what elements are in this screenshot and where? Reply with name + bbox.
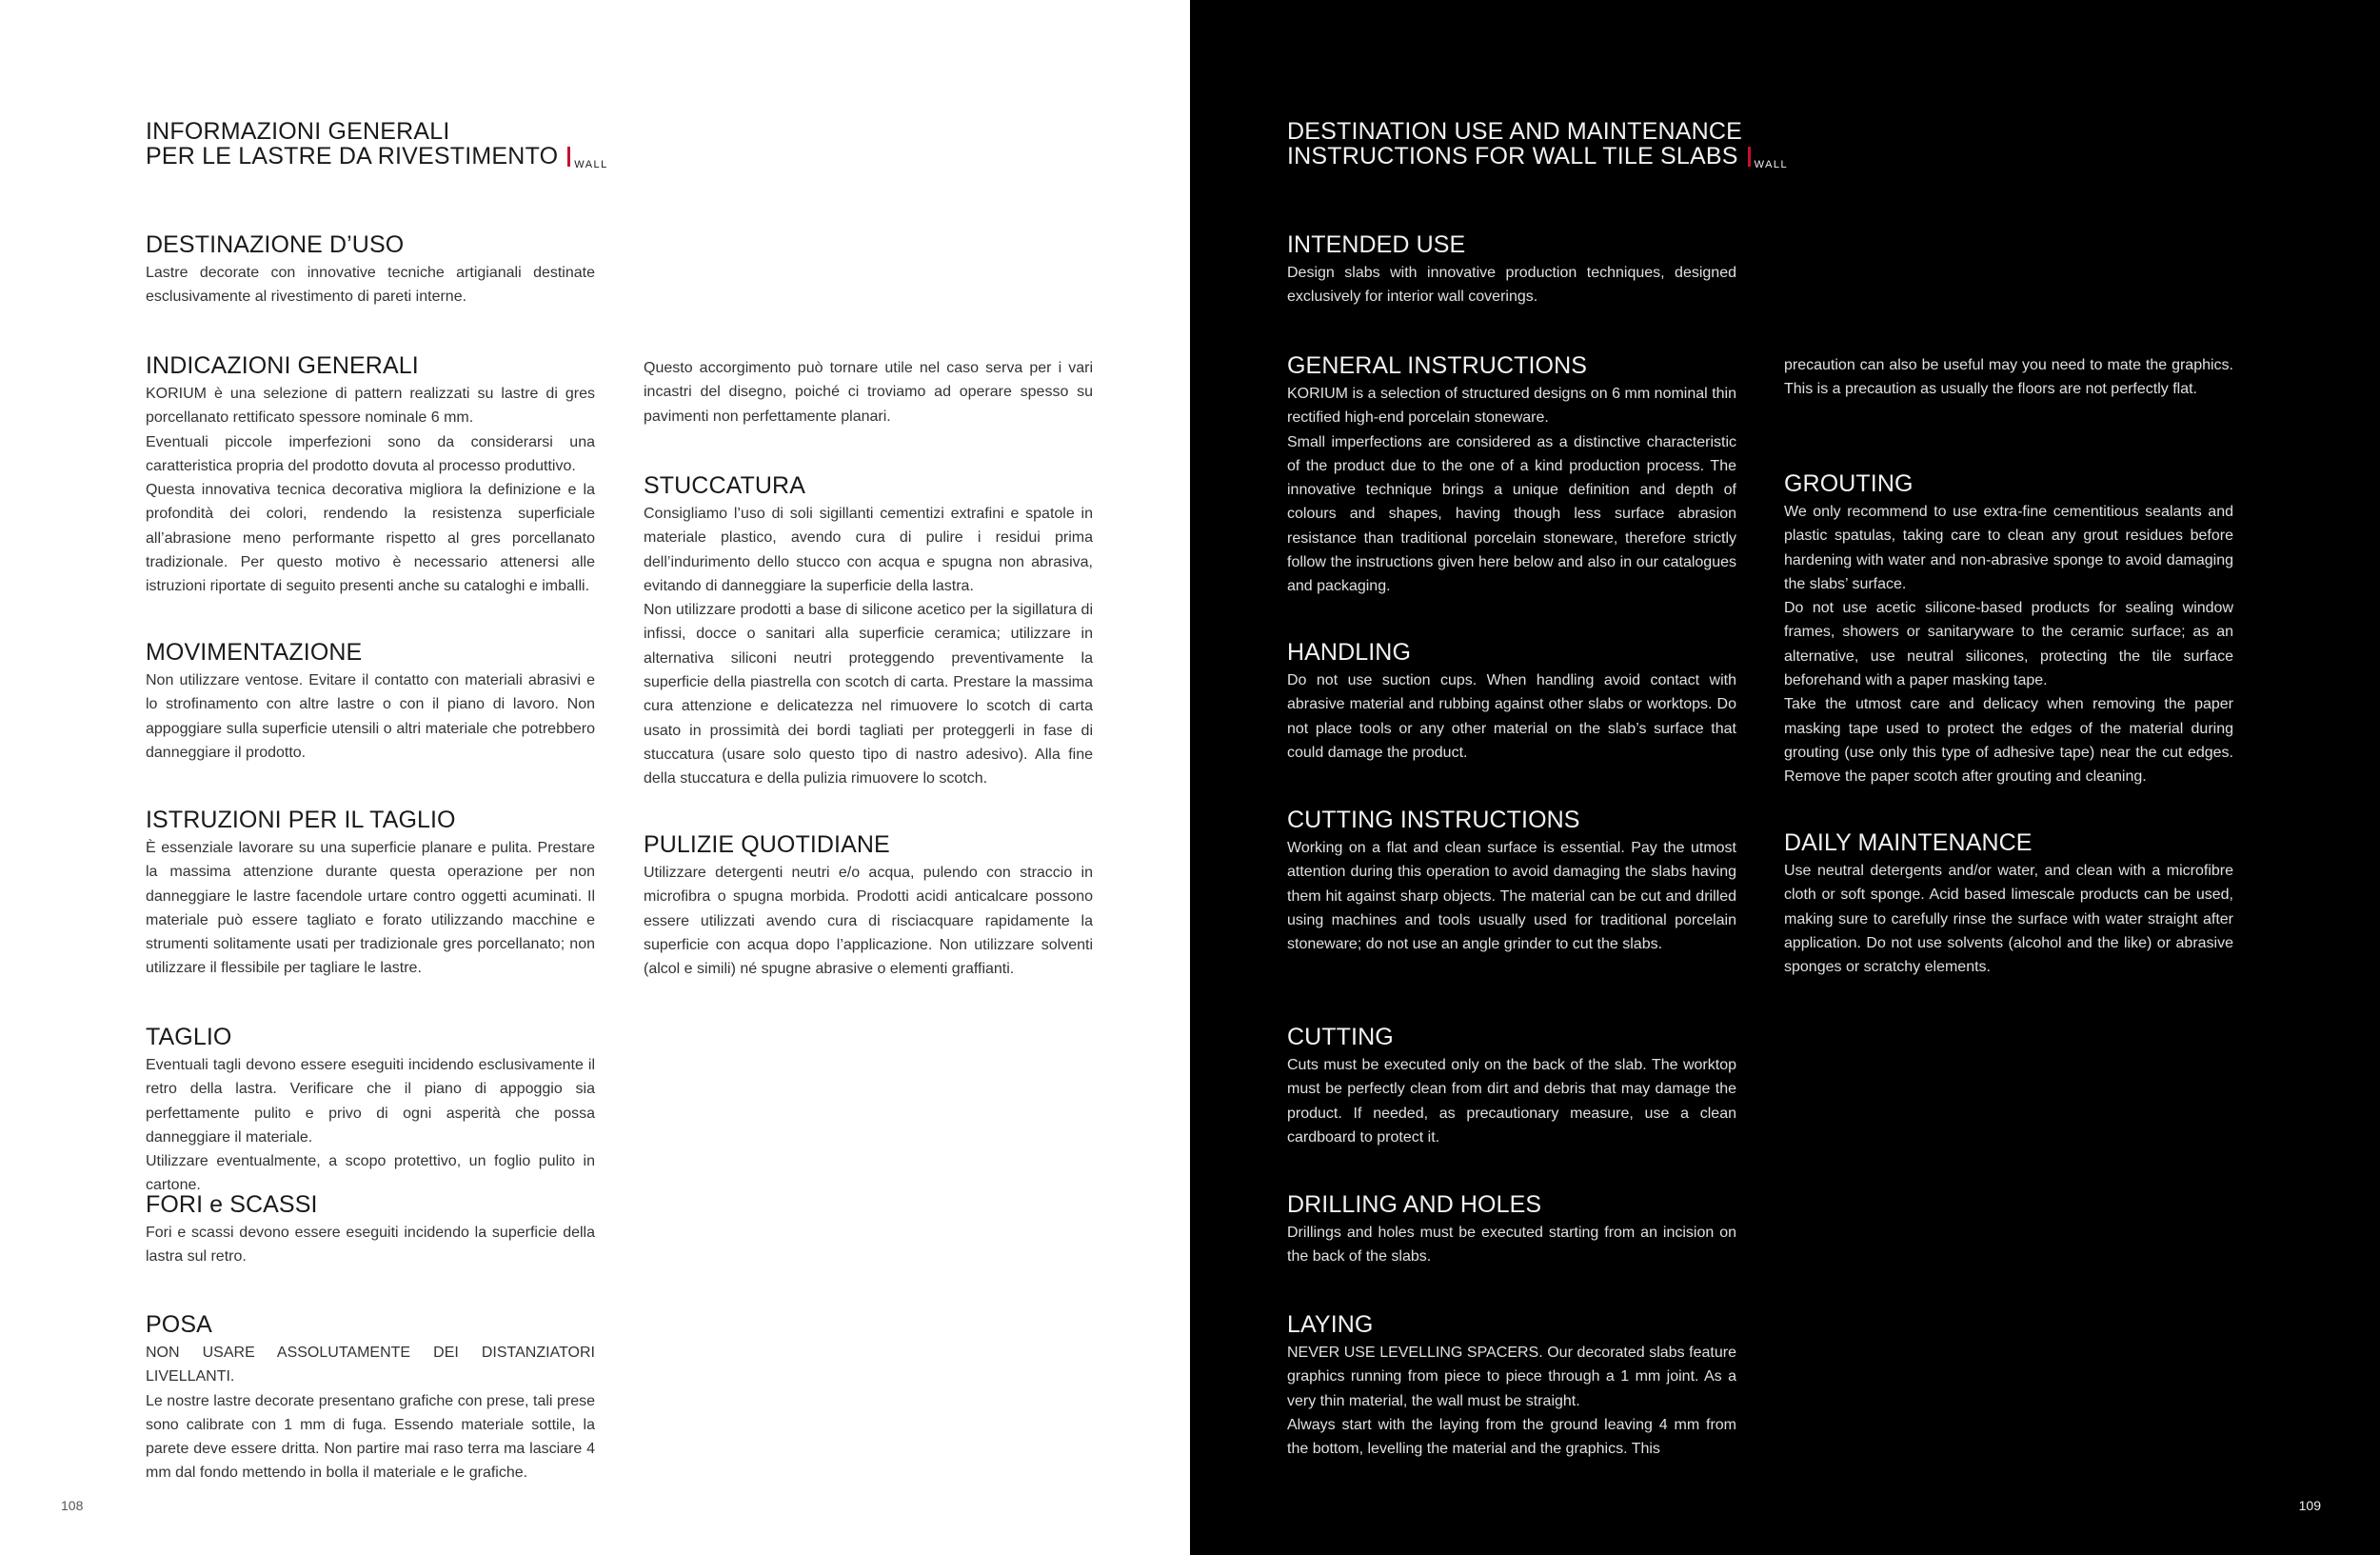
section-paragraph: Eventuali piccole imperfezioni sono da considerarsi una caratteristica propria del prodotto dovuta al processo produttivo.	[146, 433, 595, 474]
section-paragraph: We only recommend to use extra-fine cementitious sealants and plastic spatulas, taking care to clean any grout residues before hardening with water and non-abrasive sponge to avoid damaging the slabs’ surface.	[1784, 504, 2233, 592]
section-grouting	[1784, 469, 2233, 789]
section-paragraph: È essenziale lavorare su una superficie planare e pulita. Prestare la massima attenzione durante questa operazione per non danneggiare le lastre facendole urtare contro oggetti acuminati. Il materiale può essere tagliato e forato utilizzando macchine e strumenti solitamente usati per tradizionale gres porcellanato; non utilizzare il flessibile per tagliare le lastre.	[146, 840, 595, 977]
section-paragraph: Non utilizzare ventose. Evitare il contatto con materiali abrasivi e lo strofinamento con altre lastre o con il piano di lavoro. Non appoggiare sulla superficie utensili o altri materiale che potrebbero danneggiare il prodotto.	[146, 672, 595, 761]
wall-tag: WALL	[574, 159, 608, 170]
section-heading: GROUTING	[1784, 470, 1914, 497]
page-number: 109	[2298, 1498, 2321, 1513]
section-heading: STUCCATURA	[644, 472, 805, 499]
section-cutting	[1287, 1023, 1736, 1149]
section-intended-use	[1287, 230, 1736, 309]
wall-tag: WALL	[1754, 159, 1789, 170]
title-line-1: DESTINATION USE AND MAINTENANCE	[1287, 118, 1743, 145]
section-heading: INTENDED USE	[1287, 231, 1466, 258]
right-page	[1190, 0, 2380, 1555]
section-continuation	[644, 356, 1093, 429]
section-paragraph: Eventuali tagli devono essere eseguiti incidendo esclusivamente il retro della lastra. Verificare che il piano di appoggio sia perfettamente pulito e privo di ogni asperità che possa danneggiare il materiale.	[146, 1057, 595, 1146]
section-paragraph: Take the utmost care and delicacy when removing the paper masking tape used to protect the edges of the material during grouting (use only this type of adhesive tape) near the cut edges. Remove the paper scotch after grouting and cleaning.	[1784, 696, 2233, 786]
section-paragraph: Do not use acetic silicone-based products for sealing window frames, showers or sanitaryware to the ceramic surface; as an alternative, use neutral silicones, protecting the tile surface beforehand with a paper masking tape.	[1784, 600, 2233, 689]
section-fori-e-scassi	[146, 1190, 595, 1269]
page-title	[146, 119, 608, 177]
title-line-2: INSTRUCTIONS FOR WALL TILE SLABS	[1287, 143, 1738, 169]
section-paragraph: Design slabs with innovative production techniques, designed exclusively for interior wall coverings.	[1287, 265, 1736, 306]
section-heading: POSA	[146, 1311, 212, 1338]
section-paragraph: Working on a flat and clean surface is essential. Pay the utmost attention during this operation to avoid damaging the slabs having them hit against sharp objects. The material can be cut and drilled using machines and tools usually used for traditional porcelain stoneware; do not use an angle grinder to cut the slabs.	[1287, 840, 1736, 953]
section-paragraph: Small imperfections are considered as a distinctive characteristic of the product due to the one of a kind production process. The innovative technique brings a unique definition and depth of colours and shapes, having though less surface abrasion resistance than traditional porcelain stoneware, therefore strictly follow the instructions given here below and also in our catalogues and packaging.	[1287, 433, 1736, 595]
section-paragraph: Cuts must be executed only on the back of the slab. The worktop must be perfectly clean from dirt and debris that may damage the product. If needed, as precautionary measure, use a clean cardboard to protect it.	[1287, 1057, 1736, 1146]
section-heading: GENERAL INSTRUCTIONS	[1287, 352, 1588, 379]
accent-bar	[1748, 147, 1751, 167]
section-laying	[1287, 1310, 1736, 1461]
section-handling	[1287, 638, 1736, 765]
section-taglio	[146, 1023, 595, 1198]
section-paragraph: KORIUM is a selection of structured designs on 6 mm nominal thin rectified high-end porcelain stoneware.	[1287, 386, 1736, 427]
section-paragraph: NEVER USE LEVELLING SPACERS. Our decorated slabs feature graphics running from piece to piece through a 1 mm joint. As a very thin material, the wall must be straight.	[1287, 1345, 1736, 1409]
section-paragraph: Non utilizzare prodotti a base di silicone acetico per la sigillatura di infissi, docce o sanitari alla superficie ceramica; utilizzare in alternativa siliconi neutri proteggendo preventivamente la superficie della piastrella con scotch di carta. Prestare la massima cura attenzione e delicatezza nel rimuovere lo scotch di carta usato in prossimità dei bordi tagliati per proteggerli in fase di stuccatura (usare solo questo tipo di nastro adesivo). Alla fine della stuccatura e della pulizia rimuovere lo scotch.	[644, 602, 1093, 787]
section-pulizie-quotidiane	[644, 830, 1093, 981]
section-paragraph: Utilizzare eventualmente, a scopo protettivo, un foglio pulito in cartone.	[146, 1153, 595, 1194]
section-indicazioni-generali	[146, 351, 595, 599]
section-heading: PULIZIE QUOTIDIANE	[644, 831, 890, 858]
section-stuccatura	[644, 471, 1093, 791]
section-destinazione-d-uso	[146, 230, 595, 309]
section-paragraph: Lastre decorate con innovative tecniche artigianali destinate esclusivamente al rivestimento di pareti interne.	[146, 265, 595, 306]
section-paragraph: Utilizzare detergenti neutri e/o acqua, pulendo con straccio in microfibra o spugna morbida. Prodotti acidi anticalcare possono essere utilizzati avendo cura di risciacquare rapidamente la superficie con acqua dopo l’applicazione. Non utilizzare solventi (alcol e simili) né spugne abrasive o elementi graffianti.	[644, 865, 1093, 978]
section-heading: FORI e SCASSI	[146, 1191, 318, 1218]
section-heading: CUTTING INSTRUCTIONS	[1287, 807, 1580, 833]
section-heading: DRILLING AND HOLES	[1287, 1191, 1542, 1218]
section-heading: TAGLIO	[146, 1024, 232, 1050]
section-paragraph: KORIUM è una selezione di pattern realizzati su lastre di gres porcellanato rettificato spessore nominale 6 mm.	[146, 386, 595, 427]
section-paragraph: Use neutral detergents and/or water, and clean with a microfibre cloth or soft sponge. Acid based limescale products can be used, making sure to carefully rinse the surface with water straight after application. Do not use solvents (alcohol and the like) or abrasive sponges or scratchy elements.	[1784, 863, 2233, 976]
section-daily-maintenance	[1784, 828, 2233, 979]
section-paragraph: Do not use suction cups. When handling avoid contact with abrasive material and rubbing against other slabs or worktops. Do not place tools or any other material on the slab’s surface that could damage the product.	[1287, 672, 1736, 761]
section-paragraph: NON USARE ASSOLUTAMENTE DEI DISTANZIATORI LIVELLANTI.	[146, 1345, 595, 1386]
section-heading: LAYING	[1287, 1311, 1374, 1338]
section-heading: MOVIMENTAZIONE	[146, 639, 363, 666]
page-title	[1287, 119, 1788, 177]
section-paragraph: Drillings and holes must be executed starting from an incision on the back of the slabs.	[1287, 1225, 1736, 1266]
section-heading: INDICAZIONI GENERALI	[146, 352, 419, 379]
section-paragraph: precaution can also be useful may you need to mate the graphics. This is a precaution as usually the floors are not perfectly flat.	[1784, 357, 2233, 398]
section-drilling-and-holes	[1287, 1190, 1736, 1269]
title-line-1: INFORMAZIONI GENERALI	[146, 118, 450, 145]
section-paragraph: Fori e scassi devono essere eseguiti incidendo la superficie della lastra sul retro.	[146, 1225, 595, 1266]
section-movimentazione	[146, 638, 595, 765]
section-continuation	[1784, 353, 2233, 402]
section-istruzioni-per-il-taglio	[146, 806, 595, 981]
accent-bar	[567, 147, 570, 167]
section-paragraph: Consigliamo l’uso di soli sigillanti cementizi extrafini e spatole in materiale plastico, avendo cura di pulire i residui prima dell’indurimento dello stucco con acqua e spugna non abrasiva, evitando di danneggiare la superficie della lastra.	[644, 506, 1093, 594]
section-cutting-instructions	[1287, 806, 1736, 956]
section-paragraph: Questa innovativa tecnica decorativa migliora la definizione e la profondità dei colori, rendendo la resistenza superficiale all’abrasione meno performante rispetto al gres porcellanato tradizionale. Per questo motivo è necessario attenersi alle istruzioni riportate di seguito presenti anche su cataloghi e imballi.	[146, 482, 595, 595]
section-heading: HANDLING	[1287, 639, 1411, 666]
title-line-2: PER LE LASTRE DA RIVESTIMENTO	[146, 143, 559, 169]
section-paragraph: Questo accorgimento può tornare utile nel caso serva per i vari incastri del disegno, poiché ci troviamo ad operare spesso su pavimenti non perfettamente planari.	[644, 360, 1093, 425]
page-number: 108	[61, 1498, 84, 1513]
section-paragraph: Always start with the laying from the ground leaving 4 mm from the bottom, levelling the material and the graphics. This	[1287, 1416, 1736, 1458]
section-heading: DAILY MAINTENANCE	[1784, 829, 2033, 856]
section-posa	[146, 1310, 595, 1485]
section-heading: DESTINAZIONE D’USO	[146, 231, 405, 258]
section-general-instructions	[1287, 351, 1736, 599]
section-heading: ISTRUZIONI PER IL TAGLIO	[146, 807, 456, 833]
section-paragraph: Le nostre lastre decorate presentano grafiche con prese, tali prese sono calibrate con 1 mm di fuga. Essendo materiale sottile, la parete deve essere dritta. Non partire mai raso terra ma lasciare 4 mm dal fondo mettendo in bolla il materiale e le grafiche.	[146, 1392, 595, 1482]
section-heading: CUTTING	[1287, 1024, 1394, 1050]
